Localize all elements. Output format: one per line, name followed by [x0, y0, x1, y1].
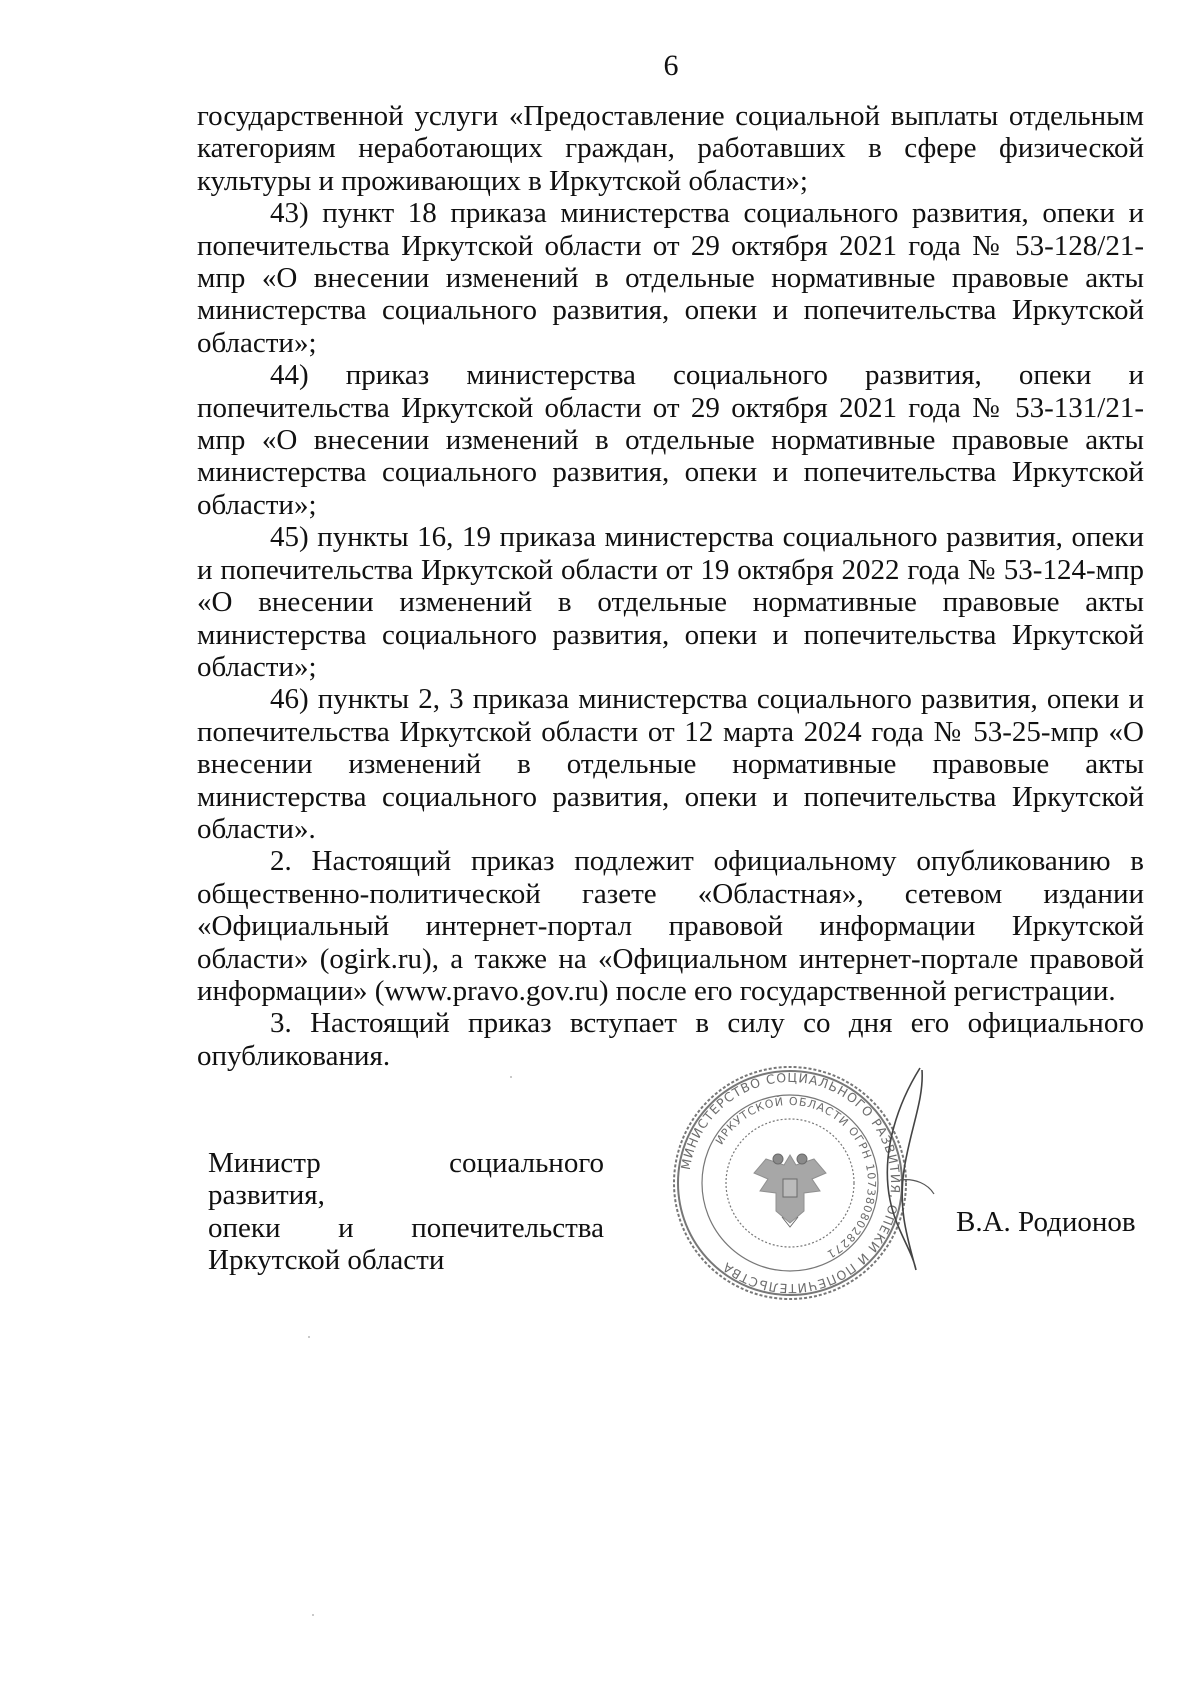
- signatory-title-line-1: Министр социального развития,: [208, 1147, 604, 1212]
- paragraph-item-43: 43) пункт 18 приказа министерства социального развития, опеки и попечительства Иркутской области от 29 октября 2021 года № 53-128/21-мпр «О внесении изменений в отдельные нормативные правовые акты министерства социального развития, опеки и попечительства Иркутской области»;: [197, 197, 1144, 359]
- document-body: [197, 100, 1144, 1072]
- signatory-name: В.А. Родионов: [956, 1206, 1136, 1238]
- paragraph-item-45: 45) пункты 16, 19 приказа министерства социального развития, опеки и попечительства Иркутской области от 19 октября 2022 года № 53-124-мпр «О внесении изменений в отдельные нормативные правовые акты министерства социального развития, опеки и попечительства Иркутской области»;: [197, 521, 1144, 683]
- paragraph-item-46: 46) пункты 2, 3 приказа министерства социального развития, опеки и попечительства Иркутской области от 12 марта 2024 года № 53-25-мпр «О внесении изменений в отдельные нормативные правовые акты министерства социального развития, опеки и попечительства Иркутской области».: [197, 683, 1144, 845]
- handwritten-signature-icon: [860, 1060, 940, 1280]
- svg-text:ИРКУТСКОЙ ОБЛАСТИ ОГРН 1073808: ИРКУТСКОЙ ОБЛАСТИ ОГРН 1073808028271: [713, 1094, 879, 1262]
- paragraph-clause-2: 2. Настоящий приказ подлежит официальному опубликованию в общественно-политической газете «Областная», сетевом издании «Официальный интернет-портал правовой информации Иркутской области» (ogirk.ru), а также на «Официальном интернет-портале правовой информации» (www.pravo.gov.ru) после его государственной регистрации.: [197, 845, 1144, 1007]
- page-number: 6: [663, 49, 679, 82]
- scan-speck: [510, 1076, 512, 1078]
- scan-speck: [308, 1336, 310, 1338]
- paragraph-continuation: государственной услуги «Предоставление социальной выплаты отдельным категориям неработающих граждан, работавших в сфере физической культуры и проживающих в Иркутской области»;: [197, 100, 1144, 197]
- paragraph-item-44: 44) приказ министерства социального развития, опеки и попечительства Иркутской области от 29 октября 2021 года № 53-131/21-мпр «О внесении изменений в отдельные нормативные правовые акты министерства социального развития, опеки и попечительства Иркутской области»;: [197, 359, 1144, 521]
- signatory-title-line-2: опеки и попечительства: [208, 1211, 604, 1244]
- scan-speck: [312, 1614, 314, 1616]
- signatory-title-line-3: Иркутской области: [208, 1244, 445, 1277]
- paragraph-clause-3: 3. Настоящий приказ вступает в силу со дня его официального опубликования.: [197, 1007, 1144, 1072]
- svg-text:МИНИСТЕРСТВО СОЦИАЛЬНОГО РАЗВИ: МИНИСТЕРСТВО СОЦИАЛЬНОГО РАЗВИТИЯ, ОПЕКИ И ПОПЕЧИТЕЛЬСТВА: [677, 1069, 904, 1297]
- signatory-title: [208, 1147, 604, 1277]
